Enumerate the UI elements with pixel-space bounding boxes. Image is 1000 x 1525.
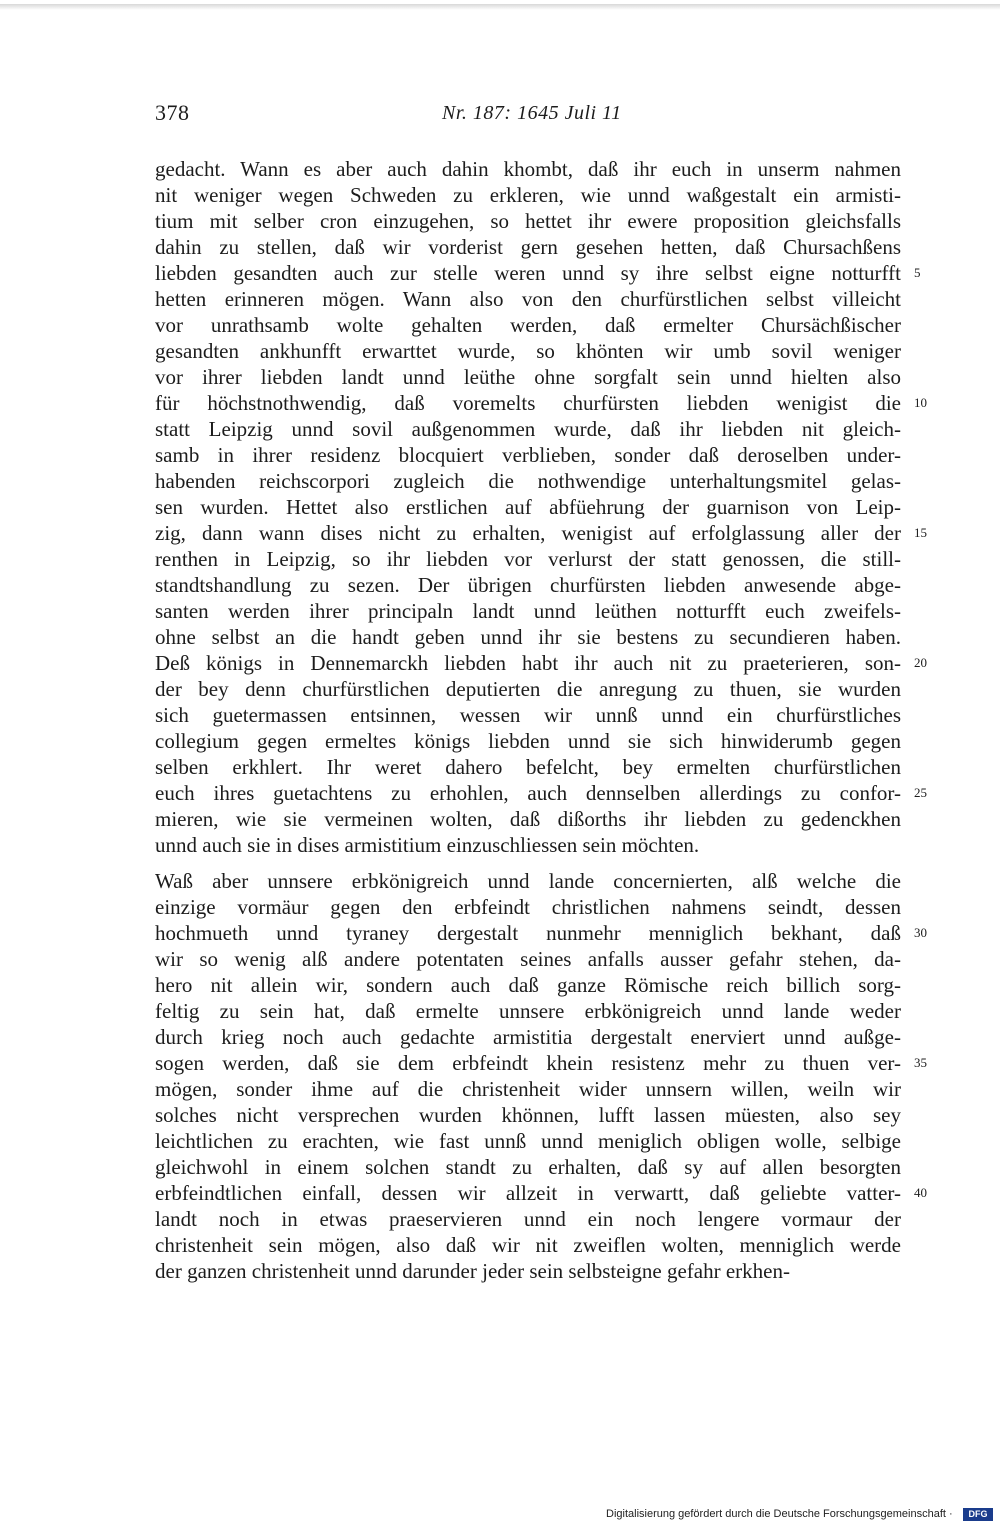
text-line: christenheit sein mögen, also daß wir nit zweiflen wolten, menniglich werde <box>155 1233 901 1257</box>
text-line: sich guetermassen entsinnen, wessen wir unnß unnd ein churfürstliches <box>155 703 901 727</box>
page-number: 378 <box>155 100 190 125</box>
line-number: 30 <box>914 925 927 940</box>
line-number: 25 <box>914 785 927 800</box>
text-line: nit weniger wegen Schweden zu erkleren, wie unnd waßgestalt ein armisti- <box>155 183 901 207</box>
text-line: Deß königs in Dennemarckh liebden habt ihr auch nit zu praeterieren, son- <box>155 651 901 675</box>
scan-top-edge <box>0 4 1000 10</box>
line-number: 35 <box>914 1055 927 1070</box>
text-line: gesandten ankhunfft erwarttet wurde, so khönten wir umb sovil weniger <box>155 339 901 363</box>
text-line: solches nicht versprechen wurden khönnen, lufft lassen müesten, also sey <box>155 1103 901 1127</box>
text-line: für höchstnothwendig, daß voremelts churfürsten liebden wenigist die <box>155 391 901 415</box>
text-line: collegium gegen ermeltes königs liebden unnd sie sich hinwiderumb gegen <box>155 729 901 753</box>
text-line: landt noch in etwas praeservieren unnd ein noch lengere vormaur der <box>155 1207 901 1231</box>
text-line: samb in ihrer residenz blocquiert verblieben, sonder daß deroselben under- <box>155 443 901 467</box>
text-line: gleichwohl in einem solchen standt zu erhalten, daß sy auf allen besorgten <box>155 1155 901 1179</box>
text-line: gedacht. Wann es aber auch dahin khombt, daß ihr euch in unserm nahmen <box>155 157 901 181</box>
text-line: statt Leipzig unnd sovil außgenommen wurde, daß ihr liebden nit gleich- <box>155 417 901 441</box>
text-line: selben erkhlert. Ihr weret dahero befelcht, bey ermelten churfürstlichen <box>155 755 901 779</box>
text-line: tium mit selber cron einzugehen, so hettet ihr ewere proposition gleichsfalls <box>155 209 901 233</box>
text-line: erbfeindtlichen einfall, dessen wir allzeit in verwartt, daß geliebte vatter- <box>155 1181 901 1205</box>
line-number: 20 <box>914 655 927 670</box>
text-line: habenden reichscorpori zugleich die nothwendige unterhaltungsmitel gelas- <box>155 469 901 493</box>
text-line: mögen, sonder ihme auf die christenheit wider unnsern willen, weiln wir <box>155 1077 901 1101</box>
text-line: euch ihres guetachtens zu erhohlen, auch dennselben allerdings zu confor- <box>155 781 901 805</box>
line-number: 40 <box>914 1185 927 1200</box>
text-line: hochmueth unnd tyraney dergestalt nunmehr menniglich bekhant, daß <box>155 921 901 945</box>
footer-credit: Digitalisierung gefördert durch die Deutsche Forschungsgemeinschaft · <box>606 1508 953 1520</box>
text-line: dahin zu stellen, daß wir vorderist gern gesehen hetten, daß Chursachßens <box>155 235 901 259</box>
line-number: 10 <box>914 395 927 410</box>
text-line: hetten erinneren mögen. Wann also von den churfürstlichen selbst villeicht <box>155 287 901 311</box>
running-head: Nr. 187: 1645 Juli 11 <box>442 102 622 124</box>
text-line: wir so wenig alß andere potentaten seines anfalls ausser gefahr stehen, da- <box>155 947 901 971</box>
text-line: hero nit allein wir, sondern auch daß ganze Römische reich billich sorg- <box>155 973 901 997</box>
text-line: vor ihrer liebden landt unnd leüthe ohne sorgfalt sein unnd hielten also <box>155 365 901 389</box>
text-line: der bey denn churfürstlichen deputierten die anregung zu thuen, sie wurden <box>155 677 901 701</box>
text-line: santen werden ihrer principaln landt unnd leüthen notturfft euch zweifels- <box>155 599 901 623</box>
text-line: feltig zu sein hat, daß ermelte unnsere erbkönigreich unnd lande weder <box>155 999 901 1023</box>
text-line: einzige vormäur gegen den erbfeindt christlichen nahmens seindt, dessen <box>155 895 901 919</box>
text-line: sen wurden. Hettet also erstlichen auf abfüehrung der guarnison von Leip- <box>155 495 901 519</box>
text-line: Waß aber unnsere erbkönigreich unnd lande concernierten, alß welche die <box>155 869 901 893</box>
text-line: standtshandlung zu sezen. Der übrigen churfürsten liebden anwesende abge- <box>155 573 901 597</box>
text-line: leichtlichen zu erachten, wie fast unnß unnd meniglich obligen wolle, selbige <box>155 1129 901 1153</box>
dfg-logo: DFG <box>963 1508 993 1521</box>
text-line: der ganzen christenheit unnd darunder jeder sein selbsteigne gefahr erkhen- <box>155 1259 790 1283</box>
text-line: renthen in Leipzig, so ihr liebden vor verlurst der statt genossen, die still- <box>155 547 901 571</box>
text-line: mieren, wie sie vermeinen wolten, daß dißorths ihr liebden zu gedenckhen <box>155 807 901 831</box>
line-number: 5 <box>914 265 921 280</box>
text-line: zig, dann wann dises nicht zu erhalten, wenigist auf erfolglassung aller der <box>155 521 901 545</box>
text-line: liebden gesandten auch zur stelle weren unnd sy ihre selbst eigne notturfft <box>155 261 901 285</box>
text-line: vor unrathsamb wolte gehalten werden, daß ermelter Chursächßischer <box>155 313 901 337</box>
text-line: durch krieg noch auch gedachte armistitia dergestalt enerviert unnd außge- <box>155 1025 901 1049</box>
line-number: 15 <box>914 525 927 540</box>
text-line: sogen werden, daß sie dem erbfeindt khein resistenz mehr zu thuen ver- <box>155 1051 901 1075</box>
text-line: ohne selbst an die handt geben unnd ihr sie bestens zu secundieren haben. <box>155 625 901 649</box>
text-line: unnd auch sie in dises armistitium einzuschliessen sein möchten. <box>155 833 700 857</box>
